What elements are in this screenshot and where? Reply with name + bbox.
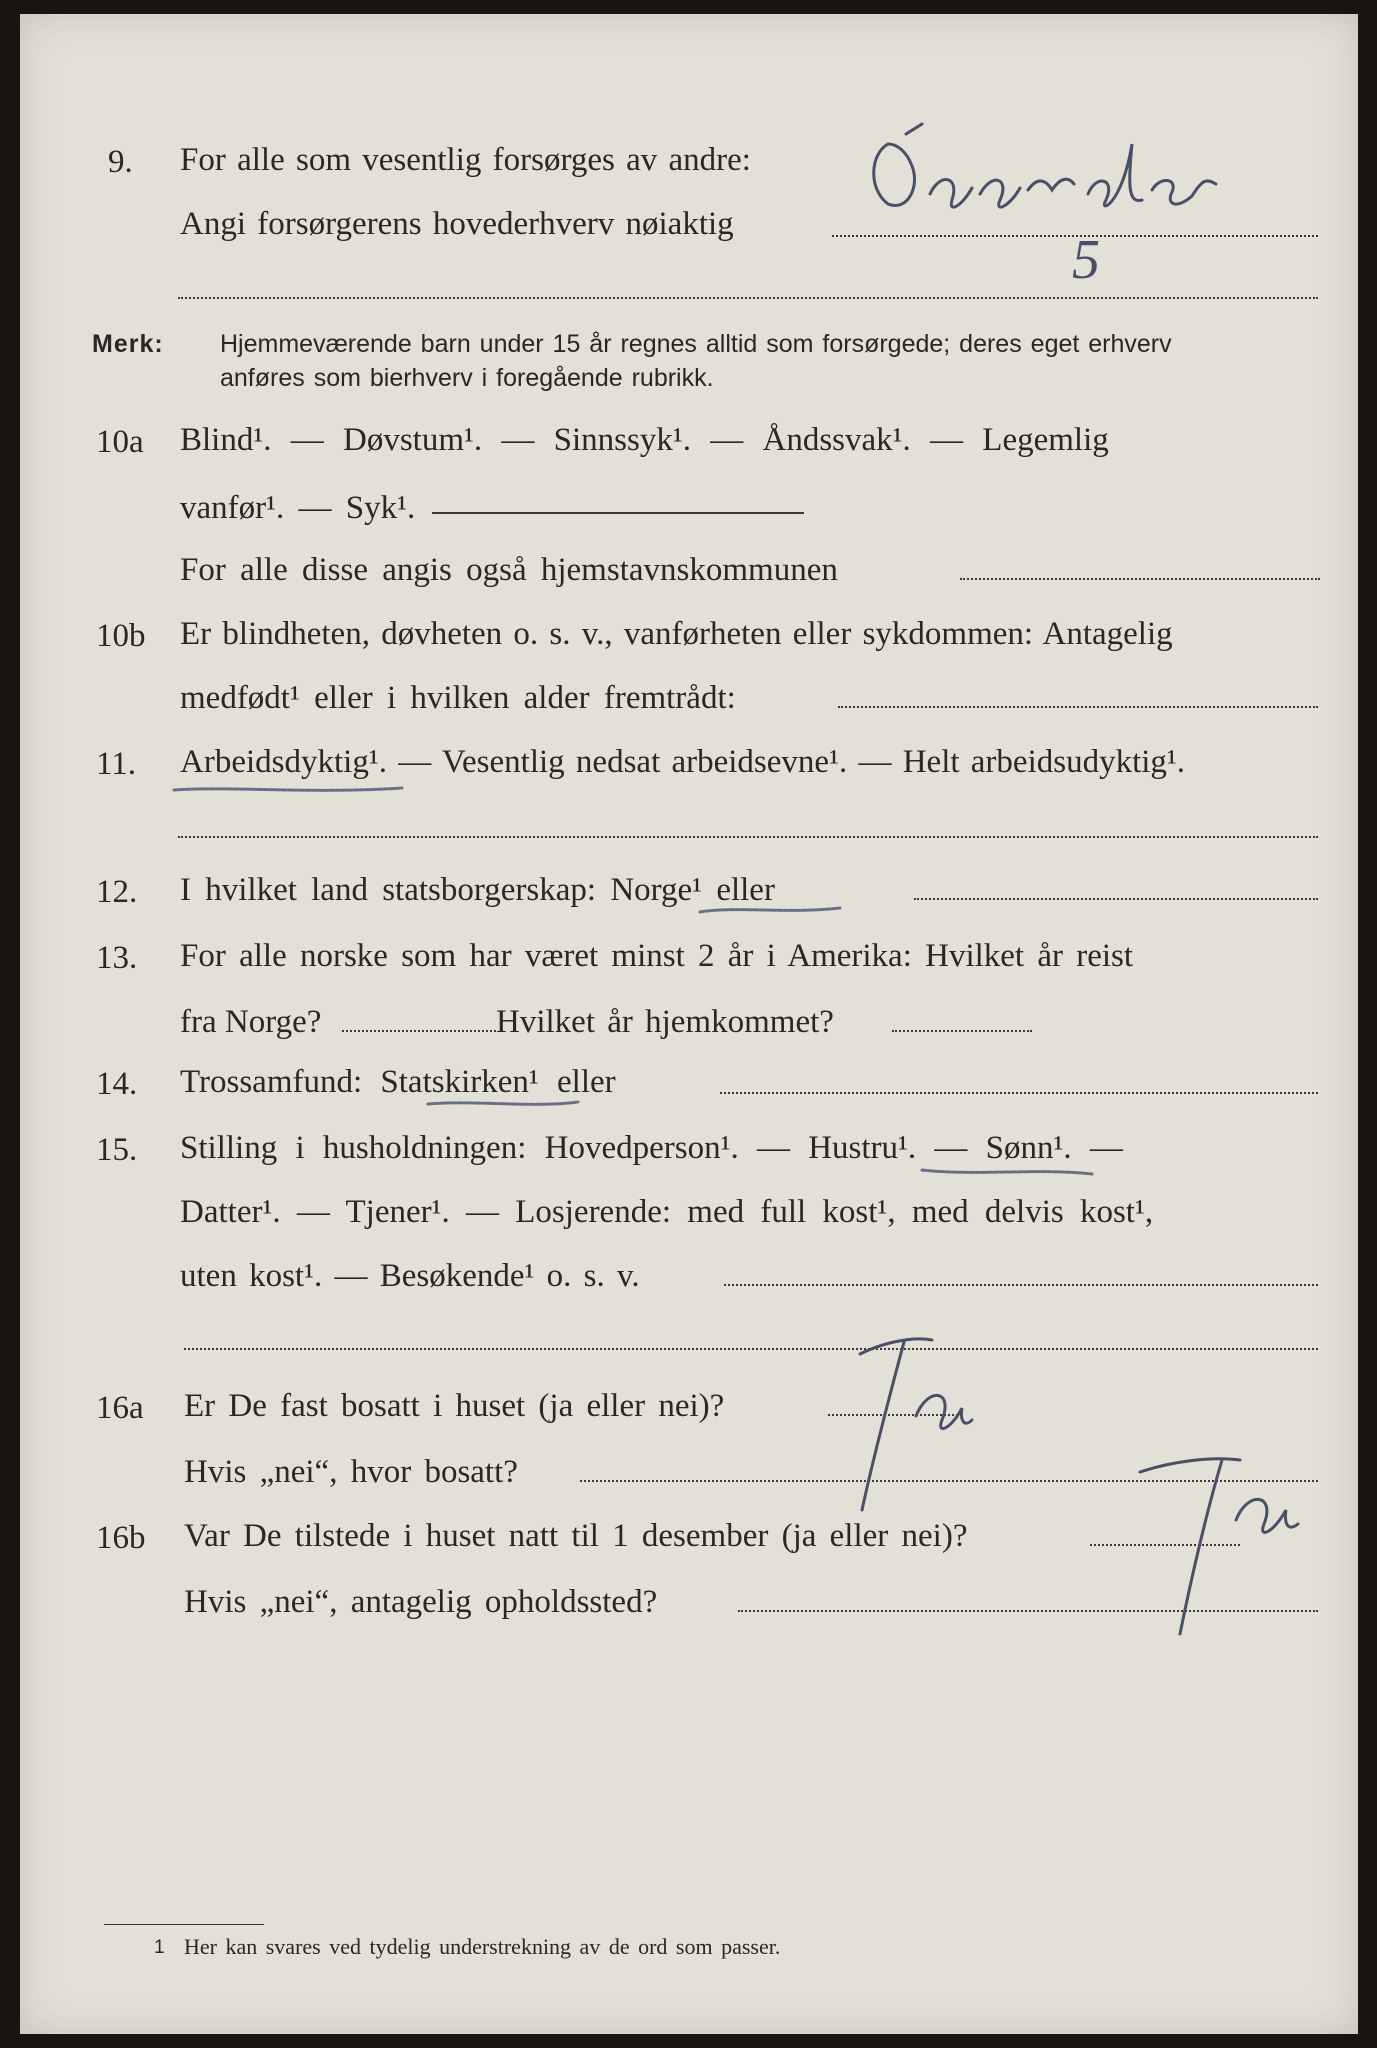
q16a-number: 16a xyxy=(96,1390,144,1426)
q10b-line1: Er blindheten, døvheten o. s. v., vanførheten eller sykdommen: Antagelig xyxy=(180,616,1173,652)
q11-line1: Arbeidsdyktig¹. — Vesentlig nedsat arbeidsevne¹. — Helt arbeidsudyktig¹. xyxy=(180,744,1186,780)
q16a-line1: Er De fast bosatt i huset (ja eller nei)? xyxy=(184,1388,725,1424)
q12-number: 12. xyxy=(96,874,138,910)
q16a-handwritten-answer xyxy=(820,1324,1020,1524)
q10b-answer-line[interactable] xyxy=(838,706,1318,708)
q11-answer-line[interactable] xyxy=(178,836,1318,838)
q16b-line2: Hvis „nei“, antagelig opholdssted? xyxy=(184,1584,658,1620)
q12-underline-mark xyxy=(696,902,846,918)
footnote-text: Her kan svares ved tydelig understrekning av de ord som passer. xyxy=(184,1934,781,1959)
q12-line1: I hvilket land statsborgerskap: Norge¹ eller xyxy=(180,872,775,908)
q15-line1: Stilling i husholdningen: Hovedperson¹. — Hustru¹. — Sønn¹. — xyxy=(180,1130,1123,1166)
q15-answer-line[interactable] xyxy=(724,1284,1318,1286)
q14-line1: Trossamfund: Statskirken¹ eller xyxy=(180,1064,616,1100)
q13-line2a: fra Norge? xyxy=(180,1004,322,1040)
q11-underline-mark xyxy=(170,782,410,798)
q10b-number: 10b xyxy=(96,618,146,654)
q13-line1: For alle norske som har været minst 2 år i Amerika: Hvilket år reist xyxy=(180,938,1134,974)
q14-underline-mark xyxy=(424,1096,584,1112)
q16b-handwritten-answer xyxy=(1110,1444,1330,1644)
q9-handwritten-mark: 5 xyxy=(1072,229,1100,291)
q15-number: 15. xyxy=(96,1132,138,1168)
q13-year-left-line[interactable] xyxy=(342,1030,496,1032)
footnote-rule xyxy=(104,1924,264,1925)
q15-line2: Datter¹. — Tjener¹. — Losjerende: med full kost¹, med delvis kost¹, xyxy=(180,1194,1154,1230)
merk-line1: Hjemmeværende barn under 15 år regnes alltid som forsørgede; deres eget erhverv xyxy=(220,330,1172,358)
q14-number: 14. xyxy=(96,1066,138,1102)
q13-number: 13. xyxy=(96,940,138,976)
q9-handwritten-answer xyxy=(860,114,1280,244)
q10b-line2: medfødt¹ eller i hvilken alder fremtrådt: xyxy=(180,680,736,716)
q9-answer-line-2[interactable] xyxy=(178,297,1318,299)
q13-year-returned-line[interactable] xyxy=(892,1030,1032,1032)
merk-line2: anføres som bierhverv i foregående rubrikk. xyxy=(220,364,714,392)
q10a-line1: Blind¹. — Døvstum¹. — Sinnssyk¹. — Åndssvak¹. — Legemlig xyxy=(180,422,1109,458)
q10a-line3: For alle disse angis også hjemstavnskommunen xyxy=(180,552,838,588)
q13-line2b: Hvilket år hjemkommet? xyxy=(496,1004,834,1040)
q16a-line2: Hvis „nei“, hvor bosatt? xyxy=(184,1454,518,1490)
q15-answer-line-2[interactable] xyxy=(184,1348,1318,1350)
merk-label: Merk: xyxy=(92,330,164,358)
q15-underline-mark xyxy=(918,1164,1098,1180)
q12-answer-line[interactable] xyxy=(914,898,1318,900)
q11-number: 11. xyxy=(96,746,137,782)
q9-line2: Angi forsørgerens hovederhverv nøiaktig xyxy=(180,206,734,242)
q10a-line2: vanfør¹. — Syk¹. xyxy=(180,490,416,526)
q10a-answer-line[interactable] xyxy=(432,512,804,514)
q9-number: 9. xyxy=(108,144,133,180)
q9-line1: For alle som vesentlig forsørges av andre: xyxy=(180,142,751,178)
census-form-page xyxy=(20,14,1358,2034)
q16b-line1: Var De tilstede i huset natt til 1 desember (ja eller nei)? xyxy=(184,1518,968,1554)
q15-line3: uten kost¹. — Besøkende¹ o. s. v. xyxy=(180,1258,640,1294)
q10a-number: 10a xyxy=(96,424,144,460)
q16b-number: 16b xyxy=(96,1520,146,1556)
q14-answer-line[interactable] xyxy=(720,1092,1318,1094)
q10a-home-municipality-line[interactable] xyxy=(960,578,1320,580)
footnote-mark: 1 xyxy=(154,1937,165,1958)
